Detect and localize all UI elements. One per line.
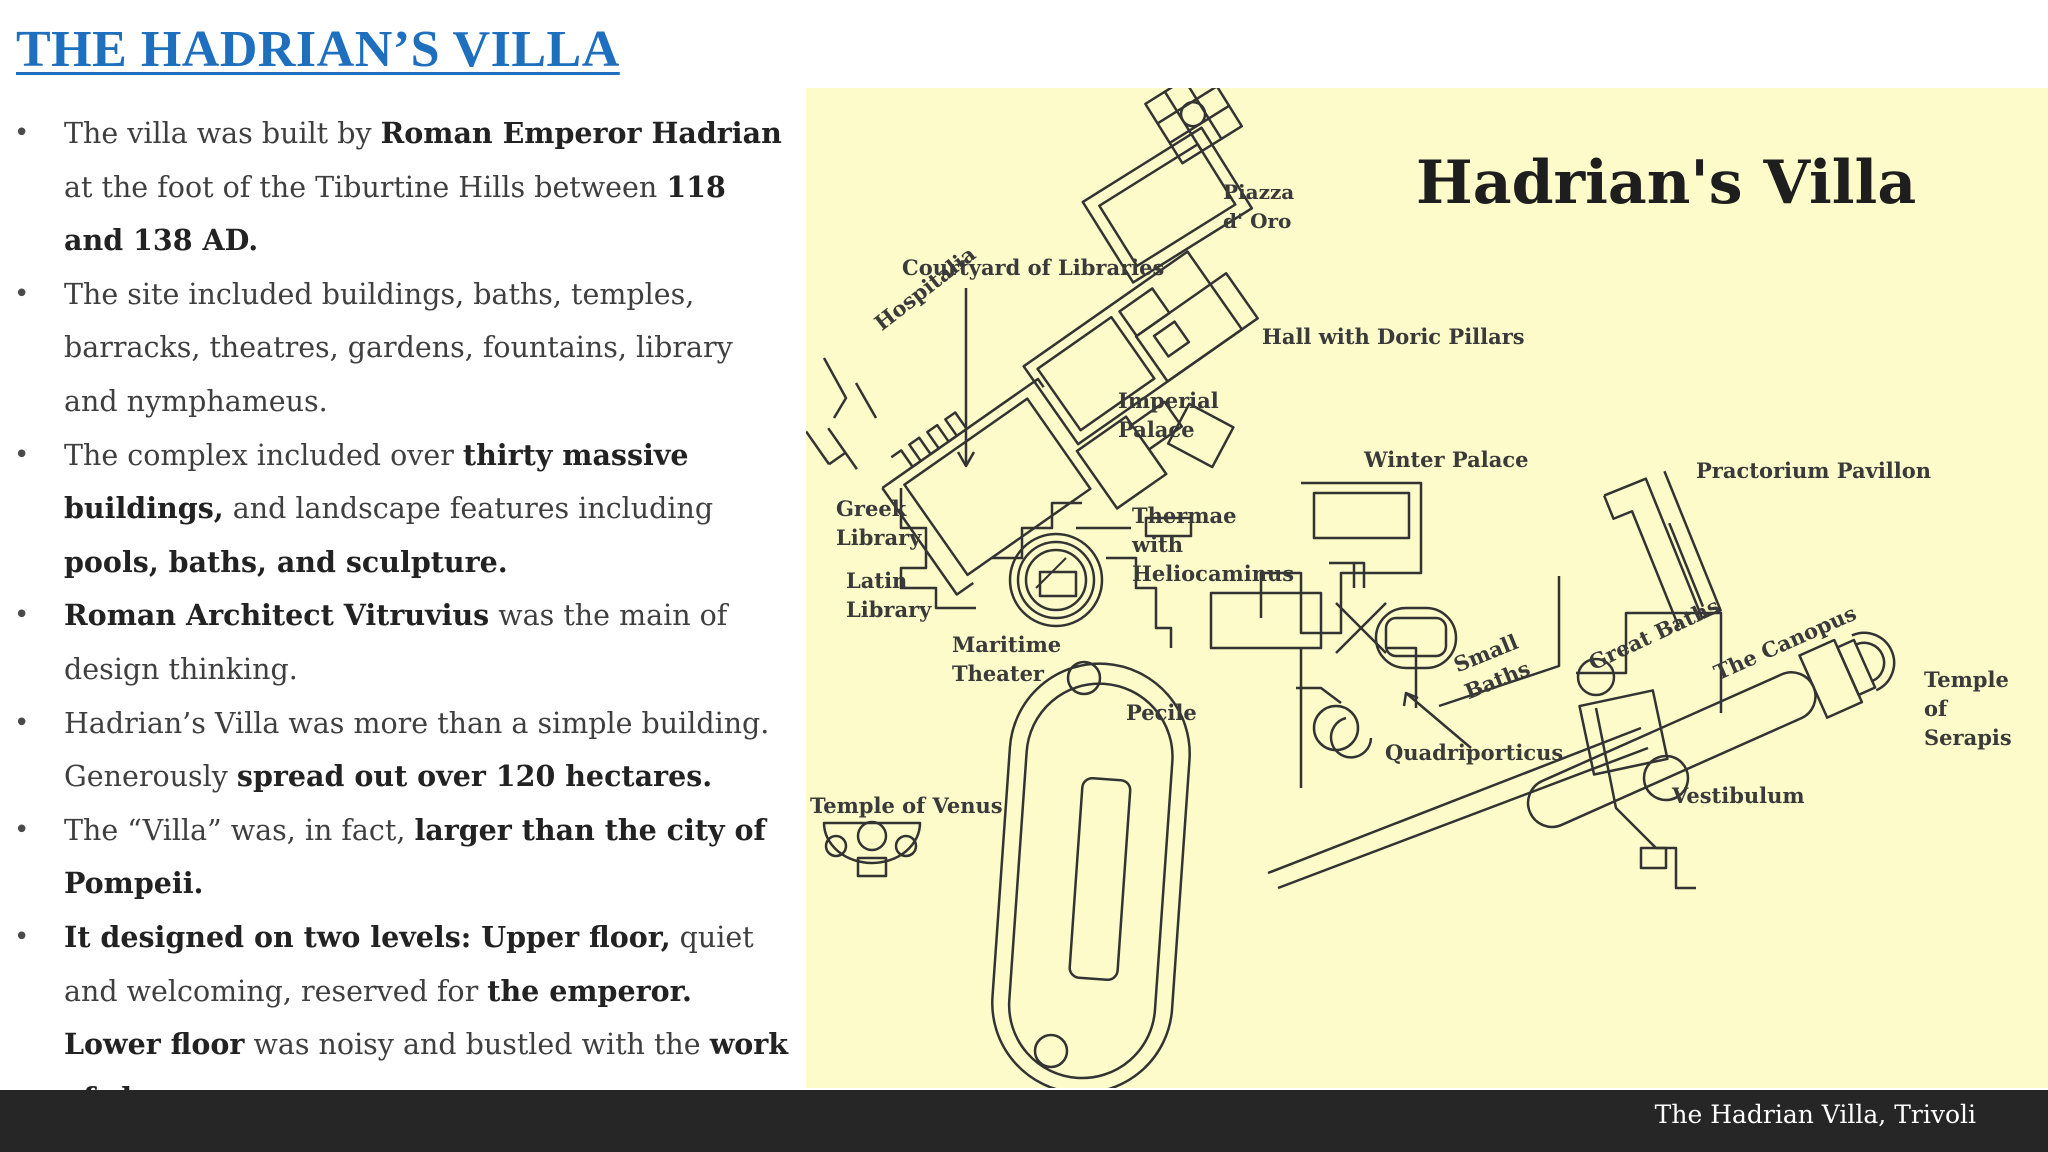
label-great-baths: Great Baths — [1584, 592, 1724, 676]
bullet-icon: • — [14, 118, 30, 148]
label-winter-palace: Winter Palace — [1364, 447, 1529, 472]
bullet-icon: • — [14, 439, 30, 470]
temple-of-venus-shape — [824, 822, 920, 876]
bullet-text — [64, 117, 782, 257]
label-praetorium-pavillon: Practorium Pavillon — [1696, 458, 1932, 483]
bullet-plain-text: was noisy and bustled with the — [244, 1028, 710, 1062]
bullet-plain-text: was the main of design thinking. — [64, 599, 728, 686]
bullet-bold-text: 118 and 138 AD. — [64, 169, 726, 258]
maritime-theater-shape — [901, 488, 1171, 648]
label-vestibulum: Vestibulum — [1672, 783, 1805, 808]
bullet-bold-text: pools, baths, and sculpture. — [64, 544, 508, 579]
bullet-text — [64, 921, 788, 1115]
villa-plan-drawing — [806, 88, 2048, 1088]
bullet-item — [0, 804, 800, 911]
villa-map — [806, 88, 2048, 1088]
bullet-text — [64, 439, 713, 579]
slide-title: THE HADRIAN’S VILLA — [16, 21, 620, 78]
bullet-item — [0, 429, 800, 590]
bullet-icon: • — [14, 921, 30, 952]
bullet-text — [64, 599, 727, 686]
bullet-bold-text: work — [709, 1027, 789, 1062]
bullet-item — [0, 589, 800, 696]
pecile-turret-shape — [1035, 1035, 1067, 1067]
bullet-plain-text: The site included buildings, baths, temples, barracks, theatres, gardens, fountains, library and nymphameus. — [64, 277, 733, 418]
bullet-plain-text: at the foot of the Tiburtine Hills between — [64, 170, 667, 204]
footer-caption: The Hadrian Villa, Trivoli — [1654, 1100, 1976, 1129]
bullet-bold-text: It designed on two levels: Upper floor, — [64, 919, 671, 954]
bullet-text — [64, 278, 733, 418]
bullet-icon: • — [14, 707, 30, 738]
round-room-shape — [1314, 706, 1358, 750]
bullet-plain-text: The villa was built by — [64, 117, 381, 150]
map-title: Hadrian's Villa — [1416, 148, 1917, 218]
label-hospitalia: Hospitalia — [869, 241, 981, 336]
label-thermae-heliocaminus: Thermae with Heliocaminus — [1132, 503, 1295, 586]
bullet-icon: • — [14, 814, 30, 845]
label-latin-library: Latin Library — [846, 568, 932, 622]
label-piazza-doro: Piazza d' Oro — [1223, 180, 1295, 233]
bullet-plain-text: quiet and welcoming, reserved for — [64, 920, 754, 1008]
bullet-bold-text: Roman Architect Vitruvius — [64, 598, 490, 633]
label-temple-of-venus: Temple of Venus — [810, 793, 1003, 818]
label-hall-doric-pillars: Hall with Doric Pillars — [1262, 324, 1525, 349]
bullet-item — [0, 268, 800, 429]
label-pecile: Pecile — [1126, 700, 1197, 725]
bullet-item — [0, 697, 800, 804]
bullet-text — [64, 707, 769, 794]
bullet-text — [64, 814, 766, 901]
bullet-icon: • — [14, 600, 30, 631]
bullet-icon: • — [14, 278, 30, 309]
bullet-list — [0, 107, 800, 1125]
bullet-bold-text: thirty massive buildings, — [64, 437, 689, 526]
bullet-plain-text: and landscape features including — [223, 492, 714, 526]
bullet-bold-text: Roman Emperor Hadrian — [380, 116, 782, 150]
imperial-palace-shape — [1020, 252, 1285, 509]
label-courtyard-libraries: Courtyard of Libraries — [902, 255, 1165, 280]
label-quadriporticus: Quadriporticus — [1385, 740, 1564, 765]
bullet-item — [0, 107, 800, 268]
label-temple-of-serapis: Temple of Serapis — [1924, 667, 2012, 750]
pecile-turret-shape — [1068, 662, 1100, 694]
label-small-baths: Small Baths — [1450, 628, 1534, 705]
footer-bar — [0, 1090, 2048, 1152]
bullet-bold-text: the emperor. Lower floor — [64, 973, 692, 1062]
bullet-bold-text: spread out over 120 hectares. — [236, 759, 713, 794]
label-the-canopus: The Canopus — [1710, 600, 1860, 686]
bullet-plain-text: The “Villa” was, in fact, — [64, 813, 415, 847]
bullet-plain-text: The complex included over — [64, 438, 463, 472]
label-maritime-theater: Maritime Theater — [952, 632, 1062, 686]
canopus-shape — [1516, 621, 1905, 844]
label-greek-library: Greek Library — [836, 496, 922, 550]
bullet-plain-text: Hadrian’s Villa was more than a simple building. Generously — [64, 706, 770, 794]
label-imperial-palace: Imperial Palace — [1118, 388, 1219, 442]
bullet-bold-text: larger than the city of Pompeii. — [64, 812, 766, 901]
